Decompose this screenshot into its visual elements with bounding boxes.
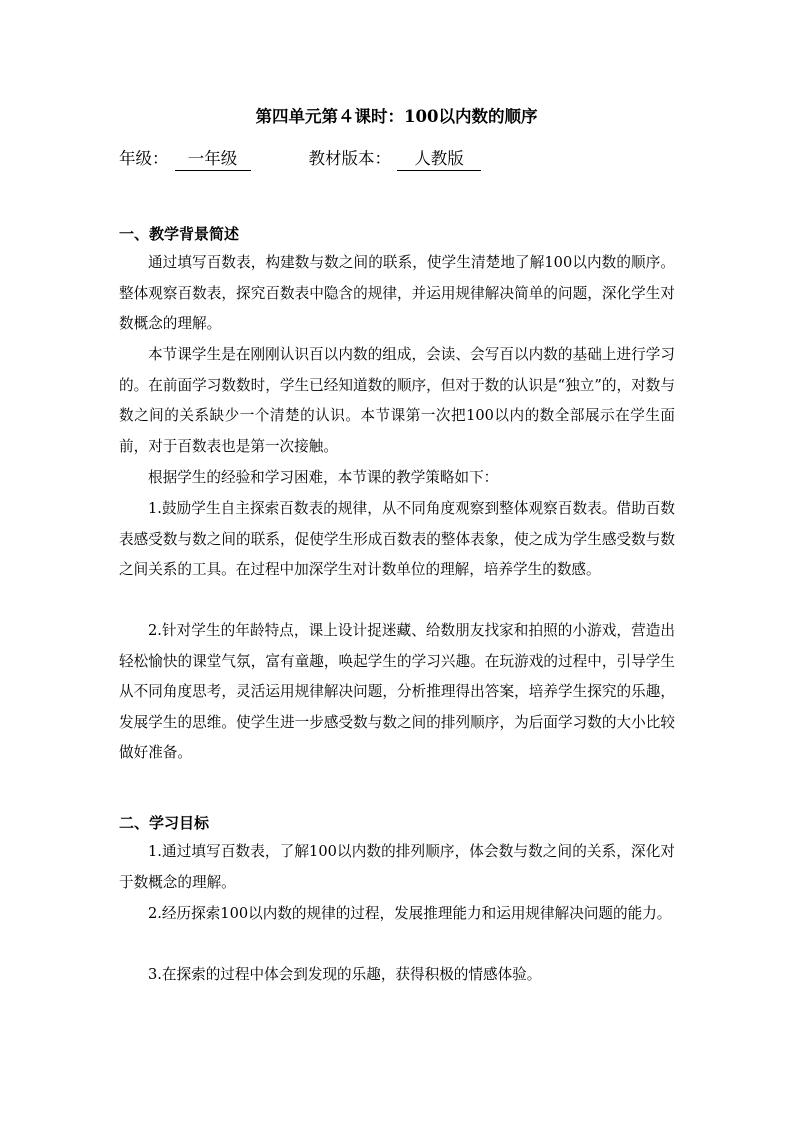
paragraph: 通过填写百数表，构建数与数之间的联系，使学生清楚地了解100以内数的顺序。整体观察百数表，探究百数表中隐含的规律，并运用规律解决简单的问题，深化学生对数概念的理解。 — [119, 254, 675, 333]
paragraph: 1.通过填写百数表，了解100以内数的排列顺序，体会数与数之间的关系，深化对于数概念的理解。 — [119, 843, 675, 891]
paragraph: 根据学生的经验和学习困难，本节课的教学策略如下： — [148, 469, 499, 486]
paragraph: 2.经历探索100以内数的规律的过程，发展推理能力和运用规律解决问题的能力。 — [148, 905, 672, 922]
textbook-label: 教材版本： — [308, 149, 391, 168]
section-heading-objectives: 二、学习目标 — [119, 814, 210, 832]
paragraph: 1.鼓励学生自主探索百数表的规律，从不同角度观察到整体观察百数表。借助百数表感受数与数之间的联系，促使学生形成百数表的整体表象，使之成为学生感受数与数之间关系的工具。在过程中加深学生对计数单位的理解，培养学生的数感。 — [119, 500, 675, 579]
paragraph: 2.针对学生的年龄特点，课上设计捉迷藏、给数朋友找家和拍照的小游戏，营造出轻松愉快的课堂气氛，富有童趣，唤起学生的学习兴趣。在玩游戏的过程中，引导学生从不同角度思考，灵活运用规律解决问题，分析推理得出答案，培养学生探究的乐趣，发展学生的思维。使学生进一步感受数与数之间的排列顺序，为后面学习数的大小比较做好准备。 — [119, 622, 675, 762]
textbook-value: 人教版 — [397, 148, 481, 171]
meta-line — [119, 146, 481, 172]
paragraph: 3.在探索的过程中体会到发现的乐趣，获得积极的情感体验。 — [148, 966, 542, 983]
grade-label: 年级： — [119, 149, 169, 168]
section-heading-background: 一、教学背景简述 — [119, 225, 240, 243]
paragraph: 本节课学生是在刚刚认识百以内数的组成，会读、会写百以内数的基础上进行学习的。在前面学习数数时，学生已经知道数的顺序，但对于数的认识是“独立”的，对数与数之间的关系缺少一个清楚的认识。本节课第一次把100以内的数全部展示在学生面前，对于百数表也是第一次接触。 — [119, 346, 675, 455]
grade-value: 一年级 — [175, 148, 251, 171]
document-title: 第四单元第４课时：100以内数的顺序 — [255, 107, 538, 126]
